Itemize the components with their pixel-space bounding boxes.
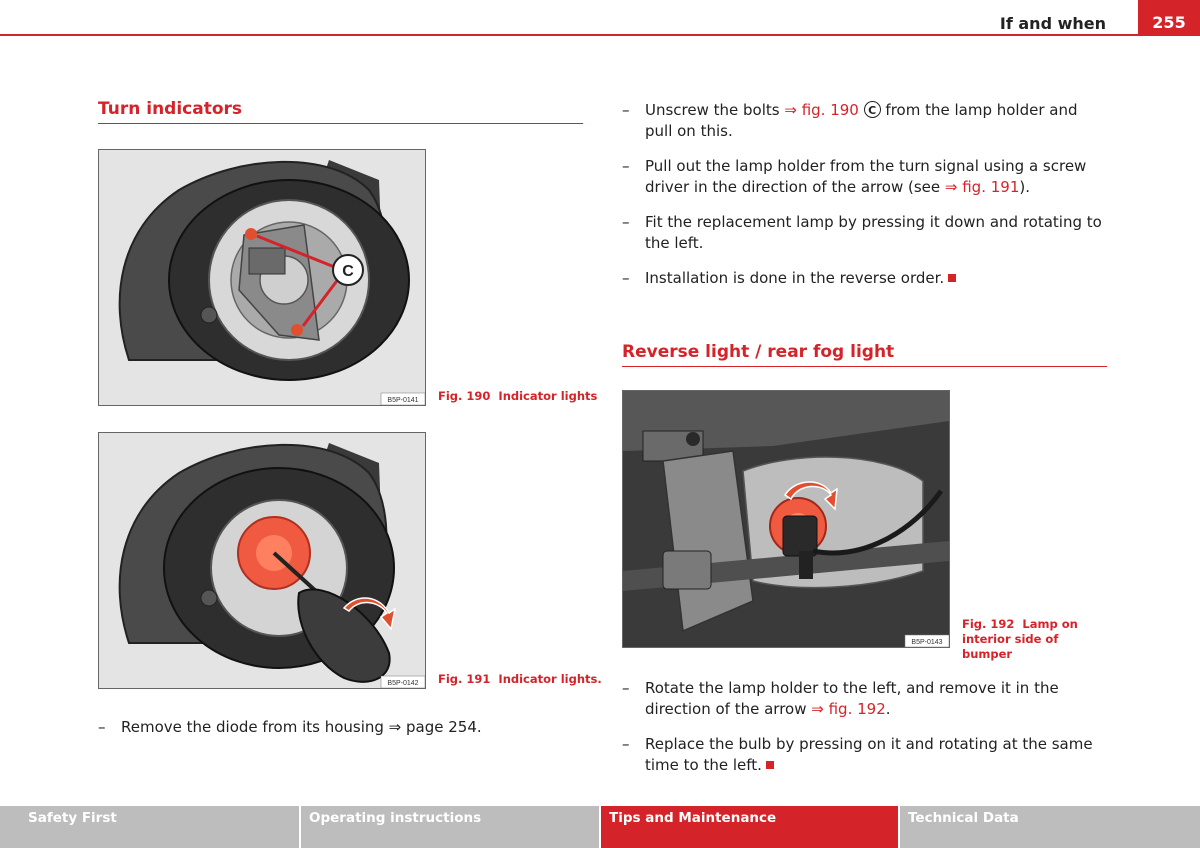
figure-code-192: B5P-0143 xyxy=(911,639,943,646)
bullet-pull-out-holder xyxy=(622,156,1107,198)
page-number: 255 xyxy=(1138,0,1200,36)
end-marker-icon xyxy=(948,274,956,282)
figure-192-number: Fig. 192 xyxy=(962,617,1015,631)
bullet-dash: – xyxy=(622,157,630,175)
section-rule xyxy=(98,123,583,124)
figure-190-image xyxy=(98,149,426,406)
bullet-dash: – xyxy=(622,269,630,287)
header-rule xyxy=(0,34,1200,36)
bullet-text: . xyxy=(885,700,891,718)
bullet-text: Rotate the lamp holder to the left, and remove it in the direction of the arrow xyxy=(645,679,1059,718)
figure-191-caption-text: Indicator lights. xyxy=(498,672,602,686)
bullet-text: Fit the replacement lamp by pressing it down and rotating to the left. xyxy=(645,213,1102,252)
callout-c-label: C xyxy=(342,263,354,280)
fig-192-link[interactable]: ⇒ fig. 192 xyxy=(811,700,886,718)
bullet-text: Installation is done in the reverse order. xyxy=(645,269,945,287)
callout-c-icon: C xyxy=(864,101,881,118)
bullet-installation xyxy=(622,268,1107,289)
figure-192-caption-text: Lamp on interior side of bumper xyxy=(962,617,1078,661)
section-title-reverse-light: Reverse light / rear fog light xyxy=(622,342,895,362)
figure-191-caption xyxy=(438,672,602,687)
bullet-dash: – xyxy=(622,735,630,753)
chapter-title: If and when xyxy=(999,14,1106,33)
figure-code-191: B5P-0142 xyxy=(387,680,419,687)
bullet-dash: – xyxy=(622,101,630,119)
end-marker-icon xyxy=(766,761,774,769)
figure-code-190: B5P-0141 xyxy=(387,397,419,404)
bullet-dash: – xyxy=(98,718,106,736)
bullet-replace-bulb xyxy=(622,734,1107,776)
bullet-text: Remove the diode from its housing ⇒ page 254. xyxy=(121,718,482,736)
tab-technical-data[interactable]: Technical Data xyxy=(900,806,1200,848)
figure-191-number: Fig. 191 xyxy=(438,672,491,686)
bullet-rotate-holder xyxy=(622,678,1107,720)
fig-191-link[interactable]: ⇒ fig. 191 xyxy=(944,178,1020,196)
figure-191-image xyxy=(98,432,426,689)
figure-190-caption xyxy=(438,389,597,404)
bullet-dash: – xyxy=(622,213,630,231)
bullet-text: Replace the bulb by pressing on it and rotating at the same time to the left. xyxy=(645,735,1093,774)
bullet-fit-replacement xyxy=(622,212,1107,254)
bullet-remove-diode xyxy=(98,717,583,738)
figure-192-image xyxy=(622,390,950,648)
bullet-dash: – xyxy=(622,679,630,697)
fig-190-link[interactable]: ⇒ fig. 190 xyxy=(784,101,859,119)
tab-operating-instructions[interactable]: Operating instructions xyxy=(301,806,599,848)
bullet-unscrew-bolts xyxy=(622,100,1107,142)
section-title-turn-indicators: Turn indicators xyxy=(98,99,243,119)
figure-190-number: Fig. 190 xyxy=(438,389,491,403)
section-rule xyxy=(622,366,1107,367)
tab-tips-and-maintenance[interactable]: Tips and Maintenance xyxy=(601,806,898,848)
bullet-text: ). xyxy=(1019,178,1030,196)
bullet-text: from the lamp holder and pull on this. xyxy=(645,101,1078,140)
figure-192-caption xyxy=(962,617,1112,662)
bullet-text: Unscrew the bolts xyxy=(645,101,785,119)
figure-190-caption-text: Indicator lights xyxy=(498,389,598,403)
tab-safety-first[interactable]: Safety First xyxy=(0,806,299,848)
bullet-text: Pull out the lamp holder from the turn signal using a screw driver in the direction of the arrow (see xyxy=(645,157,1087,196)
